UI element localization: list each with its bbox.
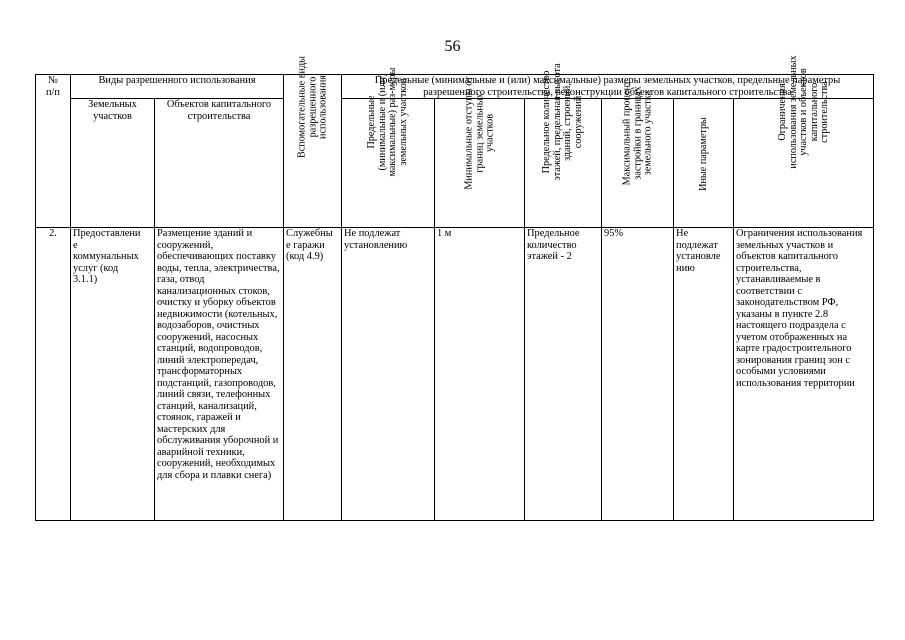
cell-auxiliary: Служебны е гаражи (код 4.9) (284, 228, 342, 521)
header-size-label: Предельные (минимальные и (или) максимальные) раз-меры земельных участков (366, 67, 409, 177)
cell-floors: Предельное количество этажей - 2 (525, 228, 602, 521)
header-land-plots: Земельных участков (71, 99, 155, 228)
header-num: № п/п (36, 75, 71, 228)
header-setback-label: Минимальные отступы от границ земельных участков (462, 75, 495, 190)
header-restrictions-label: Ограничения использования земельных участков и объектов капитального строительства (776, 54, 830, 169)
land-use-regulations-table (35, 54, 874, 521)
header-use-kinds: Виды разрешенного использования (71, 75, 284, 99)
page-number: 56 (444, 38, 461, 55)
table-row (36, 228, 874, 521)
header-floors (525, 63, 602, 228)
header-auxiliary-label: Вспомогательные виды разрешенного использования (295, 55, 328, 158)
header-percent-label: Максимальный процент застройки в границах земельного участка (620, 80, 653, 185)
cell-capital-use: Размещение зданий и сооружений, обеспечивающих поставку воды, тепла, электричества, газа, отвод канализационных стоков, очистку и уборку объектов недвижимости (котельных, водозаборов, очистных сооружений, насосных станций, водопроводов, линий электропередач, трансформаторных подстанций, газопроводов, линий связи, телефонных станций, канализаций, стоянок, гаражей и мастерских для обслуживания уборочной и аварийной техники, сооружений, необходимых для сбора и плавки снега) (155, 228, 284, 521)
cell-land-use: Предоставлени е коммунальных услуг (код 3.1.1) (71, 228, 155, 521)
header-other-label: Иные параметры (697, 116, 709, 191)
cell-restrictions: Ограничения использования земельных участков и объектов капитального строительства, устанавливаемые в соответствии с законодательством РФ, указаны в пункте 2.8 настоящего подраздела с учетом отображенных на карте градостроительного зонирования границ зон с особыми условиями использования территории (734, 228, 874, 521)
header-limits: Предельные (минимальные и (или) максимальные) размеры земельных участков, предельные параметры разрешенного строительства, реконструкции объектов капитального строительства (342, 75, 874, 99)
header-auxiliary (284, 55, 342, 228)
cell-other: Не подлежат установле нию (674, 228, 734, 521)
header-capital-objects: Объектов капитального строительства (155, 99, 284, 228)
header-setback (435, 75, 525, 228)
header-restrictions (734, 54, 874, 228)
header-floors-label: Предельное количество этажей, предельная высота зданий, строений, сооружений (541, 63, 584, 181)
header-other (674, 99, 734, 228)
cell-num: 2. (36, 228, 71, 521)
cell-setback: 1 м (435, 228, 525, 521)
header-size (342, 67, 435, 228)
header-percent (602, 80, 674, 228)
cell-percent: 95% (602, 228, 674, 521)
cell-size: Не подлежат установлению (342, 228, 435, 521)
